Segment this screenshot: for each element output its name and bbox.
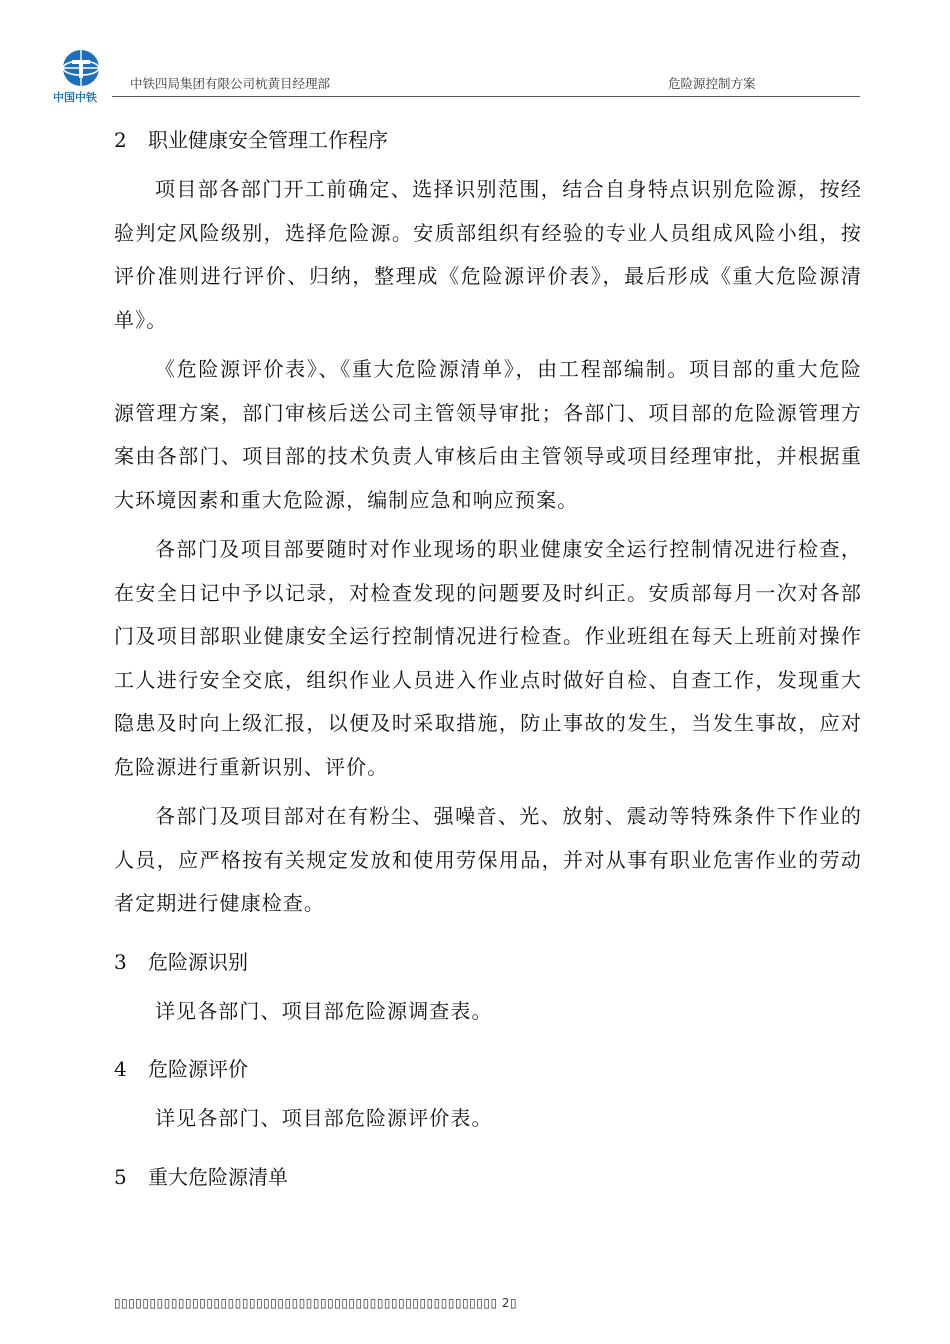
section-heading [114,118,862,162]
section-title: 危险源评价 [148,1057,248,1081]
section-title: 危险源识别 [148,949,248,974]
paragraph: 项目部各部门开工前确定、选择识别范围，结合自身特点识别危险源，按经验判定风险级别，选择危险源。安质部组织有经验的专业人员组成风险小组，按评价准则进行评价、归纳，整理成《危险源评价表》，最后形成《重大危险源清单》。 [114,177,862,332]
header-doc-title: 危险源控制方案 [668,76,756,91]
paragraph: 详见各部门、项目部危险源调查表。 [155,998,493,1023]
header-divider [112,96,860,97]
section-heading [114,1155,862,1199]
paragraph: 各部门及项目部要随时对作业现场的职业健康安全运行控制情况进行检查，在安全日记中予以记录，对检查发现的问题要及时纠正。安质部每月一次对各部门及项目部职业健康安全运行控制情况进行检查。作业班组在每天上班前对操作工人进行安全交底，组织作业人员进入作业点时做好自检、自查工作，发现重大隐患及时向上级汇报，以便及时采取措施，防止事故的发生，当发生事故，应对危险源进行重新识别、评价。 [114,537,862,779]
paragraph: 《危险源评价表》、《重大危险源清单》，由工程部编制。项目部的重大危险源管理方案，部门审核后送公司主管领导审批；各部门、项目部的危险源管理方案由各部门、项目部的技术负责人审核后由主管领导或项目经理审批，并根据重大环境因素和重大危险源，编制应急和响应预案。 [114,357,862,512]
section-heading [114,940,862,984]
document-body [114,118,862,1199]
paragraph: 详见各部门、项目部危险源评价表。 [155,1106,493,1130]
header-company: 中铁四局集团有限公司杭黄目经理部 [130,76,331,91]
footer-placeholder-glyphs: ▯▯▯▯▯▯▯▯▯▯▯▯▯▯▯▯▯▯▯▯▯▯▯▯▯▯▯▯▯▯▯▯▯▯▯▯▯▯▯▯▯▯▯▯▯▯▯▯▯▯▯▯▯▯ [114,1296,502,1310]
section-number: 4 [114,1057,127,1081]
section-heading [114,1047,862,1091]
section-number: 2 [114,128,127,152]
page-header [0,0,950,110]
section-number: 5 [114,1164,127,1189]
section-number: 3 [114,949,127,974]
section-title: 职业健康安全管理工作程序 [148,128,388,152]
page-footer: ▯▯▯▯▯▯▯▯▯▯▯▯▯▯▯▯▯▯▯▯▯▯▯▯▯▯▯▯▯▯▯▯▯▯▯▯▯▯▯▯▯▯▯▯▯▯▯▯▯▯▯▯▯▯ 2▯ [114,1296,518,1310]
logo-text: 中国中铁 [53,91,97,104]
page-number: 2 [501,1296,511,1310]
paragraph: 各部门及项目部对在有粉尘、强噪音、光、放射、震动等特殊条件下作业的人员，应严格按有关规定发放和使用劳保用品，并对从事有职业危害作业的劳动者定期进行健康检查。 [114,804,862,915]
section-title: 重大危险源清单 [148,1164,288,1189]
